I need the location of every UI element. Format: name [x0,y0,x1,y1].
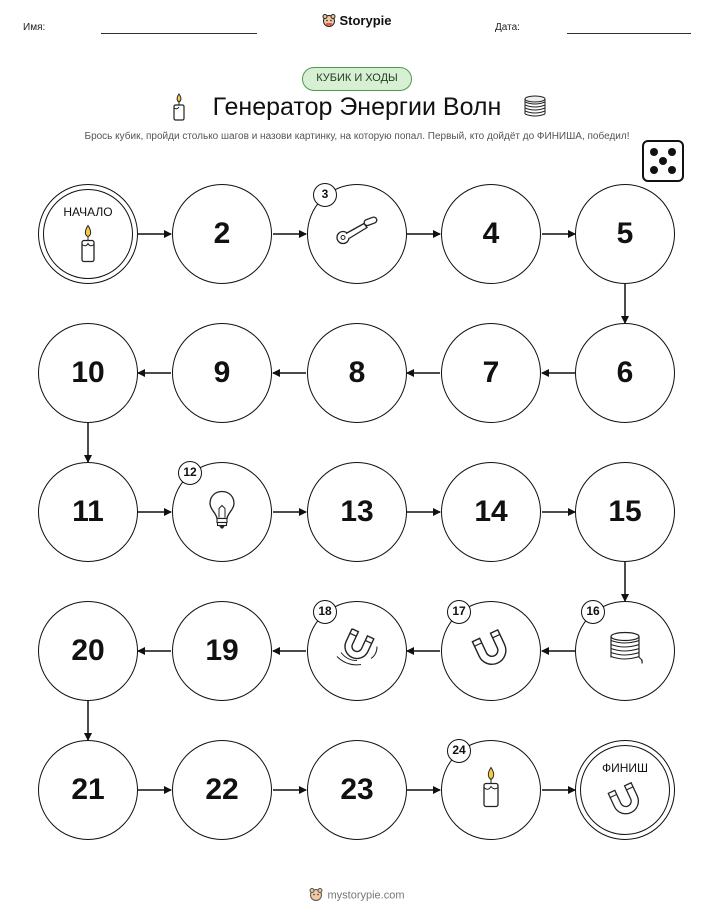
board-cell-3 [307,184,407,284]
magnet-field-icon [333,629,381,674]
cell-number: 8 [348,356,366,389]
board-cell-5 [575,184,675,284]
board-cell-15 [575,462,675,562]
crank-icon [334,216,380,253]
board-cell-finish [575,740,675,840]
cell-number: 14 [474,495,508,528]
board-cell-10 [38,323,138,423]
board-cell-13 [307,462,407,562]
cell-number: 15 [608,495,642,528]
cell-number: 13 [340,495,374,528]
magnet-icon [469,629,513,674]
board-cell-18 [307,601,407,701]
candle-icon [77,223,99,268]
cell-number: 7 [482,356,500,389]
board-cell-start [38,184,138,284]
board-cell-24 [441,740,541,840]
cell-number: 17 [447,600,471,624]
cell-number: 12 [178,461,202,485]
game-type-badge: КУБИК И ХОДЫ [302,67,412,91]
finish-label: ФИНИШ [601,761,649,775]
board-cell-8 [307,323,407,423]
board-cell-20 [38,601,138,701]
board-cell-4 [441,184,541,284]
board-cell-23 [307,740,407,840]
cell-number: 4 [482,217,500,250]
cell-number: 10 [71,356,105,389]
board-cell-22 [172,740,272,840]
date-label: Дата: [495,22,520,33]
cell-number: 11 [72,495,104,528]
board-cell-14 [441,462,541,562]
candle-icon [479,766,503,815]
cell-number: 3 [313,183,337,207]
board-cell-12 [172,462,272,562]
board-cell-11 [38,462,138,562]
cell-number: 6 [616,356,634,389]
light-bulb-icon [207,489,237,536]
board-cell-6 [575,323,675,423]
cell-number: 5 [616,217,634,250]
board-cell-17 [441,601,541,701]
coil-icon [605,630,645,673]
cell-number: 16 [581,600,605,624]
footer-url[interactable]: mystorypie.com [327,889,405,902]
cell-number: 22 [205,773,239,806]
board-cell-16 [575,601,675,701]
cell-number: 18 [313,600,337,624]
storypie-logo-icon [309,887,323,904]
cell-number: 24 [447,739,471,763]
cell-number: 2 [213,217,231,250]
brand-name: Storypie [339,13,392,28]
instructions: Брось кубик, пройди столько шагов и назови картинку, на которую попал. Первый, кто дойдёт до ФИНИША, победил! [84,131,630,142]
board-cell-7 [441,323,541,423]
cell-number: 23 [340,773,374,806]
page-title: Генератор Энергии Волн [212,93,502,121]
footer [0,887,714,904]
cell-number: 9 [213,356,231,389]
cell-number: 21 [71,773,105,806]
board-cell-19 [172,601,272,701]
magnet-icon [605,781,645,822]
board-cell-21 [38,740,138,840]
board-cell-2 [172,184,272,284]
board-cell-9 [172,323,272,423]
name-label: Имя: [23,22,46,33]
cell-number: 20 [71,634,105,667]
start-label: НАЧАЛО [63,205,113,219]
cell-number: 19 [205,634,239,667]
